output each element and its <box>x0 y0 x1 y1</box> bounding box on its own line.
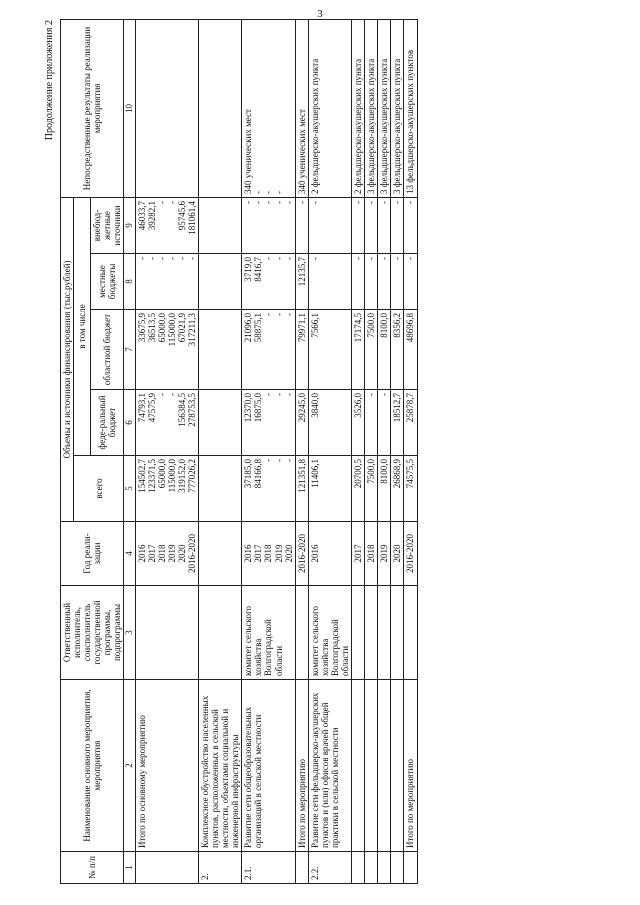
row-result <box>391 19 404 197</box>
total-value: - <box>273 459 284 462</box>
col-number: 7 <box>124 310 135 390</box>
row-federal <box>308 390 351 456</box>
row-local <box>199 254 242 310</box>
row-regional <box>365 310 378 390</box>
row-local <box>378 254 391 310</box>
col-number: 8 <box>124 254 135 310</box>
total-value: 121351,8 <box>296 459 307 493</box>
regional-value: - <box>273 313 284 316</box>
row-years <box>378 522 391 586</box>
federal-value: 47575,9 <box>146 393 157 423</box>
local-value: - <box>309 257 320 260</box>
row-federal <box>135 390 198 456</box>
row-executor: комитет сельского хозяйства Волгоградской области <box>242 586 295 680</box>
row-result <box>365 19 378 197</box>
local-value: - <box>166 257 177 260</box>
row-offbudget <box>308 197 351 253</box>
row-federal <box>378 390 391 456</box>
continuation-note: Продолжение приложения 2 <box>44 20 55 141</box>
column-number-row <box>124 19 135 883</box>
row-executor <box>199 586 242 680</box>
row-executor <box>404 586 417 680</box>
row-result <box>135 19 198 197</box>
years-value: 2018 <box>263 544 274 563</box>
regional-value: 67021,9 <box>176 313 187 343</box>
header-results: Непосредственные результаты реализации мероприятия <box>61 19 124 197</box>
regional-value: 79971,1 <box>296 313 307 343</box>
col-number: 3 <box>124 586 135 680</box>
row-years <box>135 522 198 586</box>
row-name <box>391 680 404 852</box>
federal-value: - <box>283 393 294 396</box>
table-row <box>199 19 242 883</box>
regional-value: 48696,8 <box>405 313 416 343</box>
federal-value: 16875,0 <box>253 393 264 423</box>
federal-value: 3526,0 <box>353 393 364 418</box>
row-years <box>391 522 404 586</box>
total-value: 115000,0 <box>166 459 177 493</box>
federal-value: - <box>156 393 167 396</box>
local-value: - <box>146 257 157 260</box>
header-total: всего <box>74 456 124 522</box>
total-value: 84166,8 <box>253 459 264 489</box>
header-no: № п/п <box>61 852 124 884</box>
row-regional <box>199 310 242 390</box>
rotated-page <box>44 20 580 884</box>
row-total <box>352 456 365 522</box>
row-name <box>378 680 391 852</box>
result-dash: - <box>263 190 274 194</box>
row-total <box>378 456 391 522</box>
years-value: 2019 <box>273 544 284 563</box>
local-value: - <box>263 257 274 260</box>
result-text: 3 фельдшерско-акушерских пункта <box>379 58 390 194</box>
row-number <box>378 852 391 884</box>
offbudget-value: - <box>166 200 177 204</box>
federal-value: 12370,0 <box>243 393 254 423</box>
local-value: - <box>405 257 416 260</box>
offbudget-value: - <box>309 200 320 204</box>
col-number: 2 <box>124 680 135 852</box>
row-executor <box>135 586 198 680</box>
local-value: 3719,0 <box>243 257 254 282</box>
regional-value: 65000,0 <box>156 313 167 343</box>
row-number <box>135 852 198 884</box>
row-local <box>308 254 351 310</box>
total-value: 154502,7 <box>136 459 147 493</box>
row-number <box>404 852 417 884</box>
row-regional <box>135 310 198 390</box>
row-total <box>404 456 417 522</box>
offbudget-value: - <box>156 200 167 204</box>
result-text: 2 фельдшерско-акушерских пункта <box>309 58 320 194</box>
row-years <box>404 522 417 586</box>
row-years <box>352 522 365 586</box>
offbudget-value: 39282,1 <box>146 200 157 231</box>
total-value: 11406,1 <box>309 459 320 488</box>
row-regional <box>295 310 308 390</box>
row-regional <box>352 310 365 390</box>
row-total <box>135 456 198 522</box>
regional-value: 7566,1 <box>309 313 320 338</box>
row-executor <box>365 586 378 680</box>
row-offbudget <box>404 197 417 253</box>
table-row <box>242 19 295 883</box>
local-value: 12135,7 <box>296 257 307 287</box>
local-value: - <box>186 257 197 260</box>
years-value: 2020 <box>176 544 187 563</box>
header-name: Наименование основного мероприятия, мероприятия <box>61 680 124 852</box>
regional-value: 21096,0 <box>243 313 254 343</box>
row-federal <box>404 390 417 456</box>
years-value: 2017 <box>146 544 157 563</box>
col-number: 4 <box>124 522 135 586</box>
row-federal <box>391 390 404 456</box>
years-value: 2016 <box>243 544 254 563</box>
row-local <box>404 254 417 310</box>
table-row <box>295 19 308 883</box>
row-number: 2.2. <box>308 852 351 884</box>
row-offbudget <box>365 197 378 253</box>
offbudget-value: - <box>253 200 264 204</box>
header-volumes: Объемы и источники финансирования (тыс.рублей) <box>61 197 74 521</box>
row-regional <box>404 310 417 390</box>
total-value: 8100,0 <box>379 459 390 484</box>
federal-value: - <box>273 393 284 396</box>
regional-value: 36513,5 <box>146 313 157 343</box>
federal-value: 25878,7 <box>405 393 416 423</box>
row-years <box>242 522 295 586</box>
row-name: Комплексное обустройство населенных пунктов, расположенных в сельской местности, объектами социальной и инженерной инфраструктуры <box>199 680 242 852</box>
row-result <box>199 19 242 197</box>
years-value: 2018 <box>156 544 167 563</box>
row-total <box>242 456 295 522</box>
row-result <box>242 19 295 197</box>
financing-table <box>60 19 418 884</box>
header-offbudget: внебюд-жетные источники <box>91 197 124 253</box>
years-value: 2016 <box>136 544 147 563</box>
years-value: 2020 <box>392 544 403 563</box>
row-offbudget <box>199 197 242 253</box>
table-row <box>365 19 378 883</box>
row-result <box>404 19 417 197</box>
row-name: Итого по мероприятию <box>404 680 417 852</box>
offbudget-value: 181061,4 <box>186 200 197 235</box>
row-years <box>365 522 378 586</box>
regional-value: 58875,1 <box>253 313 264 343</box>
header-executor: Ответственный исполнитель, соисполнитель государственной программы, подпрограммы <box>61 586 124 680</box>
result-text: 340 ученических мест <box>296 109 307 194</box>
page-number: 3 <box>317 8 323 20</box>
local-value: - <box>283 257 294 260</box>
offbudget-value: - <box>263 200 274 204</box>
row-federal <box>199 390 242 456</box>
table-body <box>135 19 417 883</box>
table-row <box>378 19 391 883</box>
regional-value: 115000,0 <box>166 313 177 347</box>
row-total <box>391 456 404 522</box>
row-executor <box>391 586 404 680</box>
federal-value: - <box>366 393 377 396</box>
row-total <box>365 456 378 522</box>
regional-value: 7500,0 <box>366 313 377 338</box>
federal-value: - <box>379 393 390 396</box>
years-value: 2020 <box>283 544 294 563</box>
row-executor: комитет сельского хозяйства Волгоградской области <box>308 586 351 680</box>
offbudget-value: 46033,7 <box>136 200 147 231</box>
local-value: - <box>136 257 147 260</box>
federal-value: 74793,1 <box>136 393 147 423</box>
row-number: 2.1. <box>242 852 295 884</box>
local-value: 8416,7 <box>253 257 264 282</box>
row-executor <box>378 586 391 680</box>
local-value: - <box>366 257 377 260</box>
row-total <box>199 456 242 522</box>
total-value: 123371,5 <box>146 459 157 493</box>
row-result <box>308 19 351 197</box>
row-regional <box>378 310 391 390</box>
total-value: 65000,0 <box>156 459 167 489</box>
row-federal <box>295 390 308 456</box>
header-local: местные бюджеты <box>91 254 124 310</box>
total-value: 7500,0 <box>366 459 377 484</box>
row-name: Итого по основному мероприятию <box>135 680 198 852</box>
federal-value: 156384,5 <box>176 393 187 427</box>
row-number <box>352 852 365 884</box>
row-federal <box>365 390 378 456</box>
header-federal: феде-ральный бюджет <box>91 390 124 456</box>
offbudget-value: - <box>405 200 416 204</box>
row-offbudget <box>352 197 365 253</box>
years-value: 2018 <box>366 544 377 563</box>
federal-value: 29245,0 <box>296 393 307 423</box>
row-local <box>391 254 404 310</box>
row-federal <box>242 390 295 456</box>
federal-value: - <box>263 393 274 396</box>
total-value: - <box>263 459 274 462</box>
offbudget-value: - <box>392 200 403 204</box>
total-value: 74575,5 <box>405 459 416 489</box>
regional-value: 17174,5 <box>353 313 364 343</box>
local-value: - <box>392 257 403 260</box>
result-text: 13 фельдшерско-акушерских пунктов <box>405 49 416 194</box>
local-value: - <box>273 257 284 260</box>
total-value: 319152,0 <box>176 459 187 493</box>
table-row <box>352 19 365 883</box>
header-year: Год реали-зации <box>61 522 124 586</box>
result-text: 2 фельдшерско-акушерских пункта <box>353 58 364 194</box>
row-regional <box>242 310 295 390</box>
table-row <box>404 19 417 883</box>
regional-value: - <box>263 313 274 316</box>
row-years <box>295 522 308 586</box>
result-dash: - <box>273 190 284 194</box>
header-incl: в том числе <box>74 197 91 455</box>
row-local <box>135 254 198 310</box>
offbudget-value: - <box>296 200 307 204</box>
row-name: Развитие сети фельдшерско-акушерских пунктов и (или) офисов врачей общей практики в сельской местности <box>308 680 351 852</box>
years-value: 2016-2020 <box>405 534 416 573</box>
row-total <box>308 456 351 522</box>
regional-value: 8100,0 <box>379 313 390 338</box>
row-local <box>295 254 308 310</box>
federal-value: 278753,5 <box>186 393 197 427</box>
total-value: - <box>283 459 294 462</box>
years-value: 2019 <box>379 544 390 563</box>
local-value: - <box>156 257 167 260</box>
col-number: 9 <box>124 197 135 253</box>
result-text: 340 ученических мест <box>243 109 254 194</box>
row-local <box>242 254 295 310</box>
offbudget-value: - <box>353 200 364 204</box>
row-result <box>352 19 365 197</box>
table-row <box>135 19 198 883</box>
row-offbudget <box>242 197 295 253</box>
offbudget-value: - <box>366 200 377 204</box>
row-executor <box>352 586 365 680</box>
offbudget-value: - <box>273 200 284 204</box>
col-number: 6 <box>124 390 135 456</box>
years-value: 2017 <box>353 544 364 563</box>
local-value: - <box>176 257 187 260</box>
row-executor <box>295 586 308 680</box>
result-text: 3 фельдшерско-акушерских пункта <box>366 58 377 194</box>
row-years <box>199 522 242 586</box>
row-offbudget <box>135 197 198 253</box>
row-federal <box>352 390 365 456</box>
total-value: 26868,9 <box>392 459 403 489</box>
years-value: 2017 <box>253 544 264 563</box>
header-regional: областной бюджет <box>91 310 124 390</box>
row-result <box>295 19 308 197</box>
offbudget-value: - <box>283 200 294 204</box>
table-row <box>308 19 351 883</box>
regional-value: 8356,2 <box>392 313 403 338</box>
row-years <box>308 522 351 586</box>
total-value: 777026,2 <box>186 459 197 493</box>
row-number: 2. <box>199 852 242 884</box>
years-value: 2016-2020 <box>296 534 307 573</box>
row-name <box>365 680 378 852</box>
row-number <box>295 852 308 884</box>
row-number <box>365 852 378 884</box>
years-value: 2019 <box>166 544 177 563</box>
row-local <box>352 254 365 310</box>
row-name <box>352 680 365 852</box>
regional-value: 33675,9 <box>136 313 147 343</box>
row-name: Итого по мероприятию <box>295 680 308 852</box>
col-number: 10 <box>124 19 135 197</box>
row-regional <box>308 310 351 390</box>
result-dash: - <box>253 190 264 194</box>
total-value: 20700,5 <box>353 459 364 489</box>
col-number: 1 <box>124 852 135 884</box>
row-offbudget <box>295 197 308 253</box>
result-text: 3 фельдшерско-акушерских пункта <box>392 58 403 194</box>
total-value: 37185,0 <box>243 459 254 489</box>
col-number: 5 <box>124 456 135 522</box>
row-number <box>391 852 404 884</box>
row-name: Развитие сети общеобразовательных организаций в сельской местности <box>242 680 295 852</box>
years-value: 2016-2020 <box>186 534 197 573</box>
federal-value: - <box>166 393 177 396</box>
federal-value: 3840,0 <box>309 393 320 418</box>
row-total <box>295 456 308 522</box>
local-value: - <box>353 257 364 260</box>
row-regional <box>391 310 404 390</box>
row-result <box>378 19 391 197</box>
table-row <box>391 19 404 883</box>
regional-value: - <box>283 313 294 316</box>
row-offbudget <box>378 197 391 253</box>
offbudget-value: - <box>243 200 254 204</box>
offbudget-value: - <box>379 200 390 204</box>
row-local <box>365 254 378 310</box>
local-value: - <box>379 257 390 260</box>
federal-value: 18512,7 <box>392 393 403 423</box>
years-value: 2016 <box>309 544 320 563</box>
offbudget-value: 95745,6 <box>176 200 187 231</box>
row-offbudget <box>391 197 404 253</box>
regional-value: 317211,3 <box>186 313 197 347</box>
